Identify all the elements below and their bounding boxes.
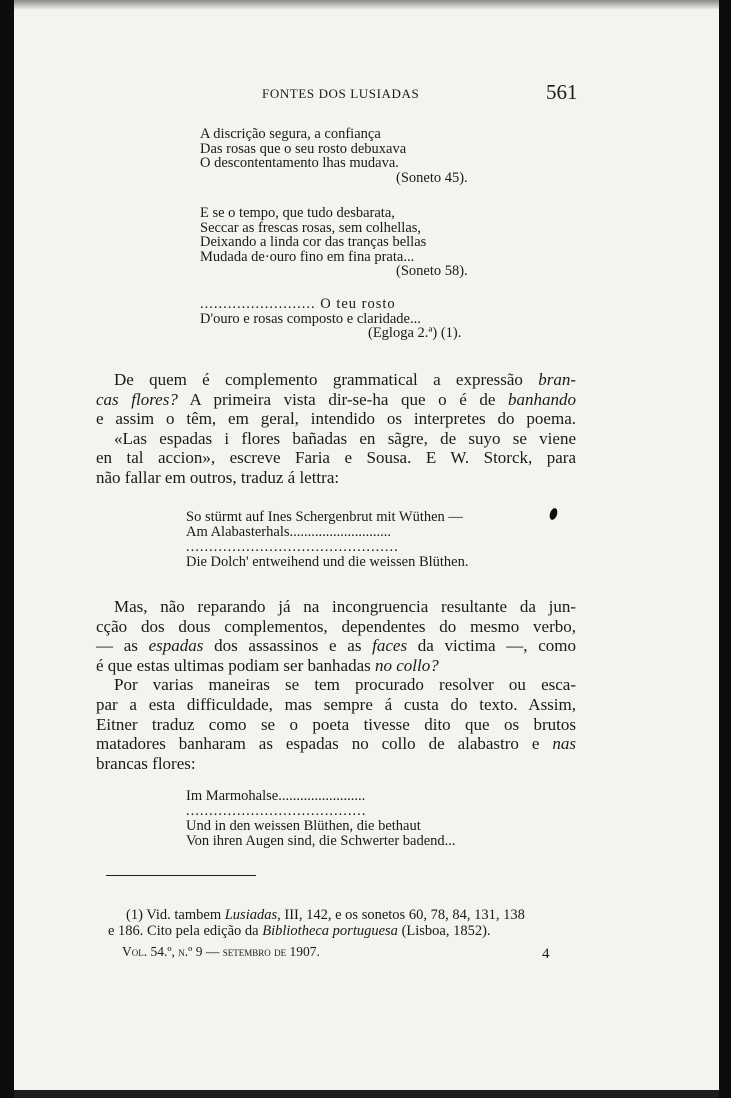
italic-run: no collo? xyxy=(375,655,439,675)
paragraph-line xyxy=(96,429,576,449)
text-run: (Lisboa, 1852). xyxy=(397,923,491,939)
text-run: da victima —, como xyxy=(407,636,576,656)
paragraph-line xyxy=(96,636,576,656)
text-run: Eitner traduz como se o poeta tivesse dito que os brutos xyxy=(96,714,576,734)
verse-line: E se o tempo, que tudo desbarata, xyxy=(200,205,395,221)
scan-edge-bottom xyxy=(14,1090,719,1098)
footnote xyxy=(108,907,578,939)
italic-run: espadas xyxy=(148,636,204,656)
verse-line: Seccar as frescas rosas, sem colhellas, xyxy=(200,219,422,236)
signature-mark: 4 xyxy=(542,946,550,962)
italic-run: Lusiadas, xyxy=(224,907,281,923)
verse-block-3 xyxy=(200,297,461,341)
text-run: en tal accion», escreve Faria e Sousa. E W. Storck, para xyxy=(96,448,576,468)
verse-reference: (Soneto 58). xyxy=(396,263,468,279)
verse-reference: (Soneto 45). xyxy=(396,169,468,186)
paragraph-line xyxy=(96,448,576,468)
paragraph-1 xyxy=(96,370,576,488)
german-quote-2 xyxy=(186,789,456,849)
text-run: e assim o têm, em geral, intendido os interpretes do poema. xyxy=(96,409,576,429)
paragraph-line xyxy=(96,370,576,390)
paragraph-line xyxy=(96,468,576,488)
quote-line: Und in den weissen Blüthen, die bethaut xyxy=(186,818,421,834)
paragraph-line xyxy=(96,656,576,676)
verse-line: O descontentamento lhas mudava. xyxy=(200,155,399,171)
footnote-line xyxy=(108,907,578,923)
italic-run: bran- xyxy=(538,370,576,389)
italic-run: banhando xyxy=(508,389,576,409)
verse-line: Deixando a linda cor das tranças bellas xyxy=(200,234,427,250)
quote-line: ....................................... xyxy=(186,803,367,819)
paragraph-2 xyxy=(96,597,576,773)
verse-line: ......................... O teu rosto xyxy=(200,296,396,312)
quote-line: .............................................. xyxy=(186,539,399,555)
italic-run: nas xyxy=(552,734,576,754)
paragraph-line xyxy=(96,597,576,617)
italic-run: cas flores? xyxy=(96,389,178,409)
text-run: III, 142, e os sonetos 60, 78, 84, 131, 138 xyxy=(280,907,525,923)
quote-line: Von ihren Augen sind, die Schwerter badend... xyxy=(186,833,456,849)
verse-block-2 xyxy=(200,206,468,279)
text-run: (1) Vid. tambem xyxy=(126,907,225,923)
paragraph-line xyxy=(96,754,576,774)
verse-block-1 xyxy=(200,127,468,185)
quote-line: So stürmt auf Ines Schergenbrut mit Wüthen — xyxy=(186,509,463,525)
scan-shadow-top xyxy=(14,0,719,10)
running-title: FONTES DOS LUSIADAS xyxy=(262,86,420,101)
text-run: e 186. Cito pela edição da xyxy=(108,923,263,939)
text-run: — as xyxy=(96,636,149,656)
text-run: é que estas ultimas podiam ser banhadas xyxy=(96,655,376,675)
italic-run: Bibliotheca portuguesa xyxy=(262,923,398,939)
paragraph-line xyxy=(96,734,576,754)
text-run: matadores banharam as espadas no collo de alabastro e xyxy=(96,734,553,754)
text-run: não fallar em outros, traduz á lettra: xyxy=(96,467,340,487)
paragraph-line xyxy=(96,715,576,735)
text-run: par a esta difficuldade, mas sempre á custa do texto. Assim, xyxy=(96,694,576,714)
ink-blot-mark xyxy=(548,507,558,521)
text-run: Mas, não reparando já na incongruencia resultante da jun- xyxy=(114,597,576,616)
text-run: De quem é complemento grammatical a expressão xyxy=(114,370,539,389)
verse-line: Das rosas que o seu rosto debuxava xyxy=(200,140,407,157)
text-run: A primeira vista dir-se-ha que o é de xyxy=(177,389,508,409)
paragraph-line xyxy=(96,390,576,410)
quote-line: Am Alabasterhals............................ xyxy=(186,524,391,540)
text-run: «Las espadas i flores bañadas en sãgre, de suyo se viene xyxy=(114,428,576,448)
verse-line: Mudada de·ouro fino em fina prata... xyxy=(200,248,415,265)
quote-line: Im Marmohalse........................ xyxy=(186,788,366,804)
text-run: Por varias maneiras se tem procurado resolver ou esca- xyxy=(114,675,576,695)
italic-run: faces xyxy=(372,636,408,656)
quote-line: Die Dolch' entweihend und die weissen Blüthen. xyxy=(186,554,469,570)
paragraph-line xyxy=(96,409,576,429)
text-run: dos assassinos e as xyxy=(203,636,373,656)
german-quote-1 xyxy=(186,510,468,570)
verse-line: D'ouro e rosas composto e claridade... xyxy=(200,310,421,327)
paragraph-line xyxy=(96,675,576,695)
paragraph-line xyxy=(96,617,576,637)
text-run: brancas flores: xyxy=(96,753,196,773)
footnote-rule xyxy=(106,875,256,876)
page-number: 561 xyxy=(546,80,578,104)
verse-line: A discrição segura, a confiança xyxy=(200,126,381,142)
paragraph-line xyxy=(96,695,576,715)
text-run: cção dos dous complementos, dependentes do mesmo verbo, xyxy=(96,616,576,636)
footnote-line xyxy=(108,923,578,939)
verse-reference: (Egloga 2.ª) (1). xyxy=(368,325,462,341)
volume-line: Vol. 54.º, n.º 9 — setembro de 1907. xyxy=(122,944,320,959)
